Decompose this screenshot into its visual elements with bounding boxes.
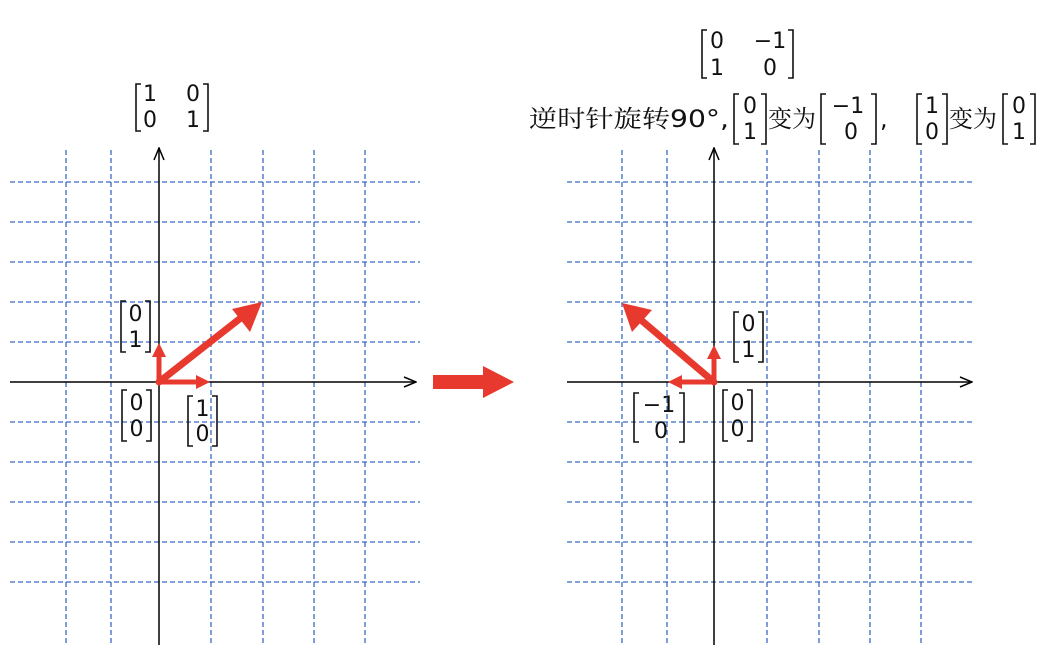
right-label-e2-top: 0 (741, 312, 756, 337)
left-label-e2-top: 0 (128, 302, 143, 327)
left-vector-e2-head (152, 343, 166, 357)
right-matrix-a22: 0 (763, 56, 777, 81)
caption-r1-bottom: 0 (844, 120, 858, 145)
caption-r2-top: 0 (1012, 94, 1026, 119)
right-matrix-a11: 0 (710, 29, 724, 54)
caption-v2-bottom: 0 (925, 120, 939, 145)
rotation-caption (529, 94, 1035, 145)
left-label-origin-bottom: 0 (129, 417, 144, 442)
left-label-e2 (121, 301, 150, 353)
right-label-e1-rotated-top: −1 (642, 393, 676, 418)
right-matrix-a21: 1 (710, 56, 724, 81)
left-matrix-a11: 1 (143, 82, 157, 107)
caption-v2-top: 1 (925, 94, 939, 119)
right-label-e1-rotated-bottom: 0 (654, 419, 668, 444)
right-label-origin (723, 390, 752, 442)
transition-arrow (433, 366, 514, 398)
left-vectors (152, 302, 262, 389)
left-vector-e1-head (196, 375, 210, 389)
caption-r2-bottom: 1 (1012, 120, 1026, 145)
left-label-e1-bottom: 0 (195, 422, 210, 447)
left-matrix-a12: 0 (186, 82, 200, 107)
right-vector-sum-rotated (641, 320, 714, 382)
left-matrix-a22: 1 (186, 108, 200, 133)
right-label-e2 (734, 312, 763, 363)
right-label-e2-bottom: 1 (741, 338, 756, 363)
right-matrix-a12: −1 (753, 29, 787, 54)
caption-prefix: 逆时针旋转90°, (529, 105, 729, 133)
caption-becomes-2: 变为 (949, 105, 997, 133)
left-grid (10, 150, 420, 645)
right-grid (567, 150, 975, 645)
left-label-origin (122, 390, 151, 442)
left-label-e1-top: 1 (195, 397, 210, 422)
left-label-origin-top: 0 (129, 391, 144, 416)
caption-separator: , (880, 105, 888, 133)
left-matrix (136, 82, 208, 133)
left-matrix-a21: 0 (143, 108, 157, 133)
left-label-e2-bottom: 1 (128, 328, 143, 353)
right-label-e1-rotated (634, 393, 684, 444)
left-vector-sum (159, 317, 242, 382)
left-panel (10, 82, 420, 645)
right-label-origin-top: 0 (730, 391, 745, 416)
right-label-origin-bottom: 0 (730, 417, 745, 442)
caption-v1-top: 0 (743, 94, 757, 119)
right-vector-e1-rotated-head (668, 375, 682, 389)
right-panel (529, 29, 1035, 645)
right-matrix (702, 29, 793, 81)
caption-r1-top: −1 (831, 94, 865, 119)
caption-becomes-1: 变为 (768, 105, 816, 133)
right-vectors (622, 303, 721, 389)
right-vector-e2-head (707, 345, 721, 359)
caption-v1-bottom: 1 (743, 120, 757, 145)
